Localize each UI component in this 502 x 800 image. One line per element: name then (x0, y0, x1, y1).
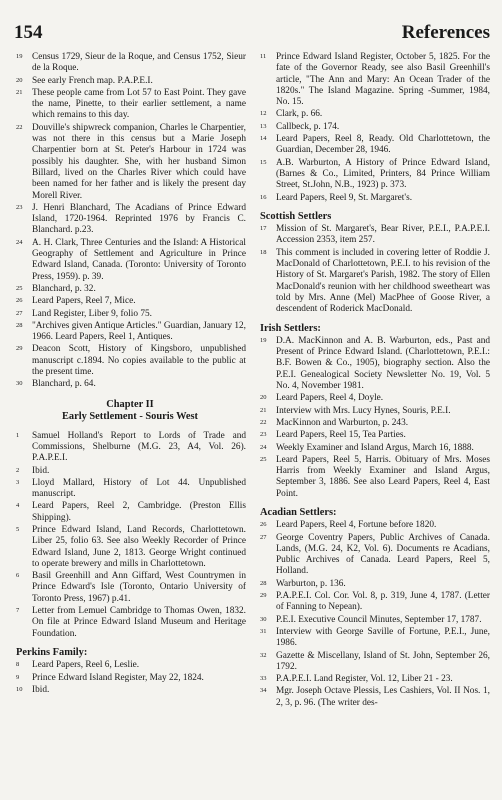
footnote-number: 21 (260, 406, 267, 414)
footnote-number: 4 (16, 502, 20, 510)
footnote (258, 520, 490, 531)
footnote-text: These people came from Lot 57 to East Point. They gave the name, Pinette, to their earlier settlement, a name which remains to this day. (32, 87, 246, 121)
footnote (258, 193, 490, 204)
footnote-number: 30 (16, 380, 23, 388)
footnote-text: D.A. MacKinnon and A. B. Warburton, eds., Past and Present of Prince Edward Island. (Charlottetown, P.E.I.: B.F. Bowen & Co., 1905), biography section. Also the P.E.I. Genealogical Society Newsletter No. 19, Vol. 5 No. 4, November 1981. (276, 335, 490, 392)
footnote-text: Lloyd Mallard, History of Lot 44. Unpublished manuscript. (32, 477, 246, 500)
columns (14, 52, 490, 710)
footnote (258, 109, 490, 120)
footnote-text: Leard Papers, Reel 15, Tea Parties. (276, 430, 406, 441)
footnote (258, 455, 490, 500)
footnote-text: Prince Edward Island, Land Records, Charlottetown. Liber 25, folio 63. See also Weekly Recorder of Prince Edward Island, June 2, 1813. George Wright continued to operate brewery and mills in Charlottetown. (32, 524, 246, 569)
footnote-number: 30 (260, 615, 267, 623)
footnote-number: 21 (16, 88, 23, 96)
footnote-text: "Archives given Antique Articles." Guardian, January 12, 1966. Leard Papers, Reel 1, Antiques. (32, 320, 246, 343)
footnote (258, 615, 490, 626)
footnote-text: Leard Papers, Reel 7, Mice. (32, 296, 136, 307)
footnote-text: Callbeck, p. 174. (276, 121, 340, 132)
footnote-number: 29 (260, 592, 267, 600)
footnote-text: George Coventry Papers, Public Archives of Canada. Lands, (M.G. 24, K2, Vol. 6). Documents re Acadians, Public Archives of Canada. Leard Papers, Reel 5, Holland. (276, 532, 490, 577)
footnote-number: 25 (16, 284, 23, 292)
footnote-number: 22 (16, 123, 23, 131)
footnote-text: MacKinnon and Warburton, p. 243. (276, 417, 409, 428)
footnote-number: 23 (260, 431, 267, 439)
footnote (258, 122, 490, 133)
notes-list (258, 224, 490, 315)
footnote-text: Letter from Lemuel Cambridge to Thomas Owen, 1832. On file at Prince Edward Island Museum and Heritage Foundation. (32, 606, 246, 639)
footnote (258, 443, 490, 454)
footnote-number: 28 (260, 579, 267, 587)
footnote (14, 466, 246, 477)
footnote-text: P.E.I. Executive Council Minutes, September 17, 1787. (276, 614, 482, 625)
footnote-text: Blanchard, p. 64. (32, 379, 96, 390)
footnote (258, 533, 490, 578)
footnote-number: 28 (16, 321, 23, 329)
footnote-number: 20 (16, 76, 23, 84)
footnote-number: 16 (260, 193, 267, 201)
footnote-text: P.A.P.E.I. Land Register, Vol. 12, Liber 21 - 23. (276, 674, 453, 685)
footnote (258, 248, 490, 316)
footnote (258, 430, 490, 441)
footnote-number: 20 (260, 394, 267, 402)
footnote-text: Samuel Holland's Report to Lords of Trade and Commissions, Shelburne (M.G. 23, A4, Vol. 26). P.A.P.E.I. (32, 430, 246, 464)
footnote-number: 26 (16, 297, 23, 305)
footnote-number: 7 (16, 607, 20, 615)
footnote-text: Leard Papers, Reel 5, Harris. Obituary of Mrs. Moses Harris from Weekly Examiner and Island Argus, September 3, 1886. See also Leard Papers, Reel 4, East Point. (276, 454, 490, 499)
footnote (14, 525, 246, 570)
footnote-number: 9 (16, 673, 20, 681)
footnote-number: 29 (16, 345, 23, 353)
footnote-text: A.B. Warburton, A History of Prince Edward Island, (Barnes & Co., Limited, Printers, 84 Prince William Street, St.John, N.B., 1923) p. 373. (276, 157, 490, 191)
section-heading-scottish: Scottish Settlers (260, 210, 332, 222)
running-head: References (401, 22, 490, 43)
footnote-text: Basil Greenhill and Ann Giffard, West Countrymen in Prince Edward's Isle (Toronto, Ontario University of Toronto Press, 1967) p.41. (32, 571, 246, 604)
footnote (258, 224, 490, 247)
notes-list (14, 660, 246, 696)
section-heading-irish: Irish Settlers: (260, 322, 321, 334)
footnote (258, 52, 490, 108)
section-heading-acadian: Acadian Settlers: (260, 506, 337, 518)
footnote (258, 686, 490, 709)
footnote (14, 88, 246, 122)
footnote (258, 674, 490, 685)
footnote-text: Leard Papers, Reel 2, Cambridge. (Preston Ellis Shipping). (32, 501, 246, 523)
footnote-number: 12 (260, 110, 267, 118)
footnote-number: 15 (260, 158, 267, 166)
footnote-number: 23 (16, 203, 23, 211)
footnote (14, 673, 246, 684)
footnote-text: Mgr. Joseph Octave Plessis, Les Cashiers, Vol. II Nos. 1, 2, 3, p. 96. (The writer des- (276, 686, 490, 708)
footnote-number: 5 (16, 525, 20, 533)
footnote (258, 158, 490, 192)
footnote-number: 10 (16, 685, 23, 693)
footnote-text: Ibid. (32, 684, 50, 695)
footnote (14, 379, 246, 390)
footnote-number: 34 (260, 687, 267, 695)
footnote (258, 627, 490, 650)
footnote-text: Weekly Examiner and Island Argus, March 16, 1888. (276, 442, 474, 453)
footnote (14, 309, 246, 320)
footnote (258, 579, 490, 590)
footnote (14, 52, 246, 75)
footnote-number: 32 (260, 651, 267, 659)
footnote-text: Gazette & Miscellany, Island of St. John, September 26, 1792. (276, 650, 490, 672)
footnote-text: Clark, p. 66. (276, 109, 323, 120)
notes-list (14, 52, 246, 391)
footnote-number: 26 (260, 521, 267, 529)
footnote-text: Leard Papers, Reel 8, Ready. Old Charlottetown, the Guardian, December 28, 1946. (276, 134, 490, 156)
footnote (14, 685, 246, 696)
notes-list (258, 336, 490, 500)
left-column (14, 52, 246, 710)
footnote-text: Mission of St. Margaret's, Bear River, P.E.I., P.A.P.E.I. Accession 2353, item 257. (276, 224, 490, 246)
footnote-number: 17 (260, 225, 267, 233)
footnote-number: 27 (16, 309, 23, 317)
footnote-number: 11 (260, 53, 267, 60)
footnote (258, 418, 490, 429)
footnote (14, 606, 246, 640)
footnote-text: Leard Papers, Reel 9, St. Margaret's. (276, 192, 413, 203)
footnote-text: P.A.P.E.I. Col. Cor. Vol. 8, p. 319, June 4, 1787. (Letter of Fanning to Nepean). (276, 591, 490, 613)
footnote-number: 33 (260, 675, 267, 683)
footnote (14, 238, 246, 283)
footnote-text: J. Henri Blanchard, The Acadians of Prince Edward Island, 1720-1964. Reprinted 1976 by Francis C. Blanchard. p.23. (32, 202, 246, 236)
footnote (258, 651, 490, 674)
footnote-number: 27 (260, 533, 267, 541)
footnote-text: Prince Edward Island Register, October 5, 1825. For the fate of the Governor Ready, see also Basil Greenhill's article, "The Ann and Mary: An Ocean Trader of the 1820s." The Island Magazine. Spring -Summer, 1984, No. 15. (276, 52, 490, 108)
footnote-text: Census 1729, Sieur de la Roque, and Census 1752, Sieur de la Roque. (32, 52, 246, 74)
page-number: 154 (14, 22, 43, 43)
footnote (258, 591, 490, 614)
footnote-number: 24 (16, 238, 23, 246)
footnote (14, 76, 246, 87)
footnote-text: Land Register, Liber 9, folio 75. (32, 308, 152, 319)
footnote-text: Deacon Scott, History of Kingsboro, unpublished manuscript c.1894. No copies available to the public at the present time. (32, 344, 246, 378)
footnote-number: 14 (260, 135, 267, 143)
footnote (14, 431, 246, 465)
footnote-text: A. H. Clark, Three Centuries and the Island: A Historical Geography of Settlement and Agriculture in Prince Edward Island, Canada. (Toronto: University of Toronto Press, 1959). p. 39. (32, 237, 246, 282)
footnote-number: 31 (260, 627, 267, 635)
footnote-number: 19 (16, 53, 23, 60)
section-heading-perkins: Perkins Family: (16, 646, 88, 658)
footnote-number: 25 (260, 455, 267, 463)
notes-list (14, 431, 246, 640)
notes-list (258, 52, 490, 204)
footnote-number: 18 (260, 248, 267, 256)
footnote-text: Interview with George Saville of Fortune, P.E.I., June, 1986. (276, 626, 490, 649)
footnote (258, 336, 490, 392)
footnote-number: 24 (260, 443, 267, 451)
right-column (258, 52, 490, 710)
footnote-number: 2 (16, 466, 20, 474)
footnote (14, 123, 246, 202)
footnote (14, 321, 246, 344)
footnote (14, 571, 246, 605)
chapter-title: Early Settlement - Souris West (61, 410, 199, 422)
footnote-text: Warburton, p. 136. (276, 578, 346, 589)
page-header (14, 22, 490, 44)
footnote (14, 296, 246, 307)
footnote-text: Leard Papers, Reel 4, Doyle. (276, 393, 384, 404)
footnote-number: 8 (16, 661, 20, 669)
chapter-heading (14, 399, 246, 423)
footnote-number: 3 (16, 478, 20, 486)
chapter-label: Chapter II (106, 398, 154, 410)
footnote-text: Ibid. (32, 465, 50, 476)
footnote-number: 1 (16, 431, 20, 439)
footnote (14, 478, 246, 501)
footnote-text: Interview with Mrs. Lucy Hynes, Souris, P.E.I. (276, 405, 451, 416)
footnote (14, 660, 246, 671)
notes-list (258, 520, 490, 709)
footnote-text: Leard Papers, Reel 6, Leslie. (32, 660, 140, 671)
footnote-text: This comment is included in covering letter of Roddie J. MacDonald of Charlottetown, P.E.I. to his revision of the History of St. Margaret's Parish, 1982. The story of Ellen MacDonald's reunion with her childhood sweetheart was told by Mrs. Anne (Mel) MacPhee of Goose River, a descendent of Roderick MacDonald. (276, 247, 490, 315)
footnote-number: 6 (16, 572, 20, 580)
footnote-number: 13 (260, 122, 267, 130)
footnote-number: 19 (260, 336, 267, 344)
footnote (258, 406, 490, 417)
footnote-number: 22 (260, 418, 267, 426)
footnote-text: Blanchard, p. 32. (32, 283, 96, 294)
footnote-text: Leard Papers, Reel 4, Fortune before 1820. (276, 520, 437, 531)
footnote-text: Douville's shipwreck companion, Charles le Charpentier, was not there in this census but a Marie Joseph Charpentier born at St. Peter's Harbour in 1724 was possibly his daughter. She, with her husband Simon Billard, lived on the Charles River which could have been named for her father and is likely the present day Morell River. (32, 122, 246, 201)
footnote (14, 344, 246, 378)
footnote-text: See early French map. P.A.P.E.I. (32, 75, 153, 86)
footnote (14, 203, 246, 237)
footnote (14, 284, 246, 295)
footnote-text: Prince Edward Island Register, May 22, 1824. (32, 672, 204, 683)
footnote (258, 393, 490, 404)
footnote (258, 134, 490, 157)
footnote (14, 501, 246, 524)
